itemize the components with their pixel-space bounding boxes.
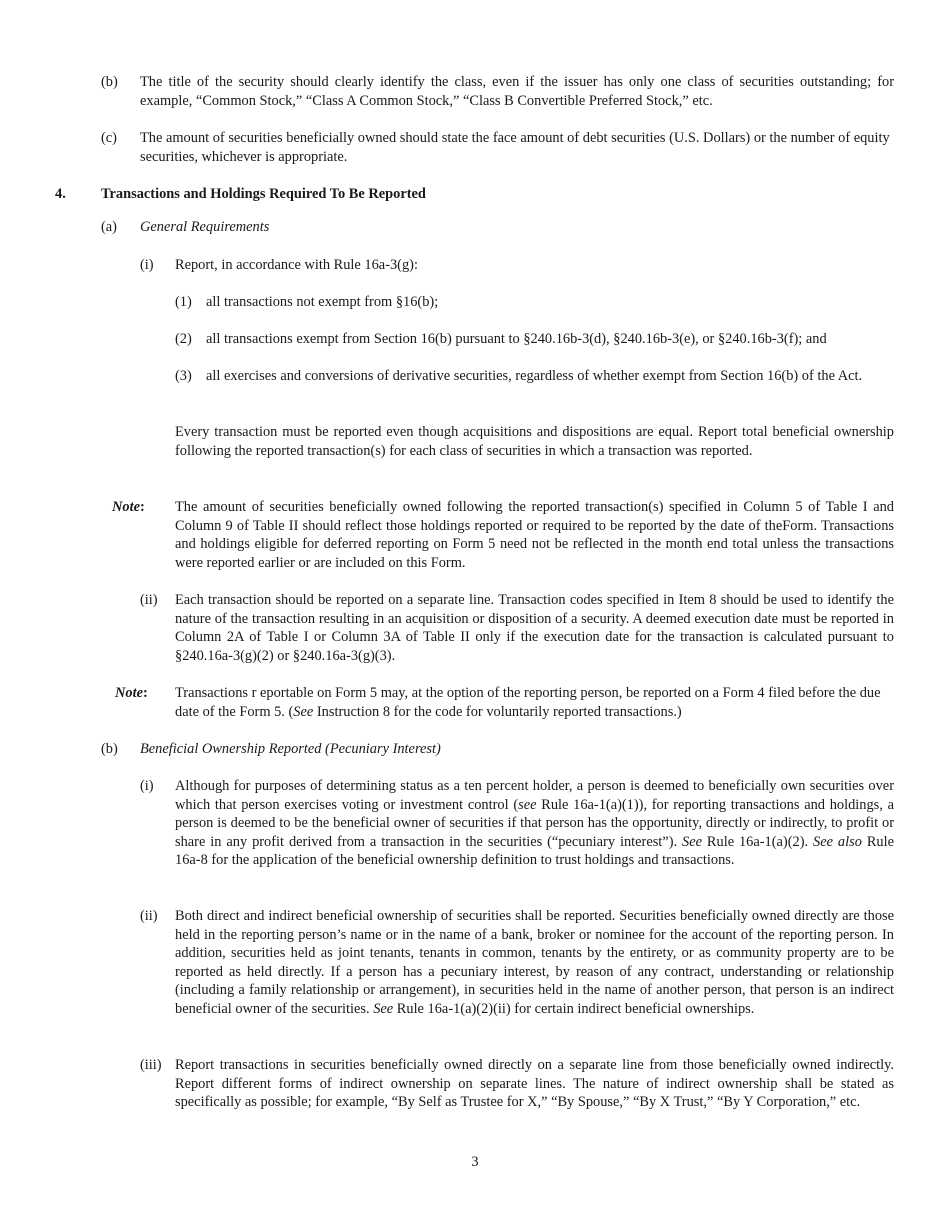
section-number: 4. [55,186,66,202]
section-title: Transactions and Holdings Required To Be Reported [101,186,426,202]
subsection-b-title: Beneficial Ownership Reported (Pecuniary Interest) [140,741,441,757]
paragraph-b-marker: (b) [101,74,118,90]
item-b-iii-text: Report transactions in securities beneficially owned directly on a separate line from those beneficially owned indirectly. Report different forms of indirect ownership on separate lines. The nature of indirect ownership shall be stated as specifically as possible; for example, “By Self as Trustee for X,” “By Spouse,” “By X Trust,” “By Y Corporation,” etc. [175,1057,894,1110]
page-number: 3 [471,1154,479,1170]
list-item-text: all transactions not exempt from §16(b); [206,294,439,310]
list-item-marker: (3) [175,368,192,384]
item-a-ii-marker: (ii) [140,592,158,608]
item-b-i-marker: (i) [140,778,154,794]
paragraph-c-text: The amount of securities beneficially owned should state the face amount of debt securities (U.S. Dollars) or the number of equity securities, whichever is appropriate. [140,130,890,165]
note-1-text: The amount of securities beneficially owned following the reported transaction(s) specified in Column 5 of Table I and Column 9 of Table II should reflect those holdings reported or required to be reported by the date of theForm. Transactions and holdings eligible for deferred reporting on Form 5 need not be reflected in the month end total unless the transactions were reported earlier or are included on this Form. [175,499,894,571]
paragraph-c-marker: (c) [101,130,117,146]
note-label: Note [115,685,143,701]
list-item-text: all transactions exempt from Section 16(b) pursuant to §240.16b-3(d), §240.16b-3(e), or §240.16b-3(f); and [206,331,827,347]
item-a-ii-text: Each transaction should be reported on a separate line. Transaction codes specified in Item 8 should be used to identify the nature of the transaction resulting in an acquisition or disposition of a security. A deemed execution date must be reported in Column 2A of Table I or Column 3A of Table II only if the execution date for the transaction is calculated pursuant to §240.16a-3(g)(2) or §240.16a-3(g)(3). [175,592,894,664]
list-item-marker: (2) [175,331,192,347]
item-b-i-text: Although for purposes of determining status as a ten percent holder, a person is deemed to beneficially own securities over which that person exercises voting or investment control (see Rule 16a-1(a)(1)), for reporting transactions and holdings, a person is deemed to be the beneficial owner of securities if that person has the opportunity, directly or indirectly, to profit or share in any profit derived from a transaction in the securities (“pecuniary interest”). See Rule 16a-1(a)(2). See also Rule 16a-8 for the application of the beneficial ownership definition to trust holdings and transactions. [175,778,894,868]
item-a-i-text: Report, in accordance with Rule 16a-3(g): [175,257,418,273]
subsection-a-marker: (a) [101,219,117,235]
every-transaction-paragraph: Every transaction must be reported even though acquisitions and dispositions are equal. Report total beneficial ownership following the reported transaction(s) for each class of securities in which a transaction was reported. [175,424,894,459]
paragraph-b-text: The title of the security should clearly identify the class, even if the issuer has only one class of securities outstanding; for example, “Common Stock,” “Class A Common Stock,” “Class B Convertible Preferred Stock,” etc. [140,74,894,109]
item-b-ii-marker: (ii) [140,908,158,924]
note-colon: : [139,499,145,515]
note-2-text: Transactions r eportable on Form 5 may, at the option of the reporting person, be reported on a Form 4 filed before the due date of the Form 5. (See Instruction 8 for the code for voluntarily reported transactions.) [175,685,881,720]
list-item-text: all exercises and conversions of derivative securities, regardless of whether exempt from Section 16(b) of the Act. [206,368,863,384]
subsection-b-marker: (b) [101,741,118,757]
note-colon: : [142,685,148,701]
item-b-ii-text: Both direct and indirect beneficial ownership of securities shall be reported. Securities beneficially owned directly are those held in the reporting person’s name or in the name of a bank, broker or nominee for the account of the reporting person. In addition, securities held as joint tenants, tenants in common, tenants by the entirety, or as community property are to be reported as held directly. If a person has a pecuniary interest, by reason of any contract, understanding or relationship (including a family relationship or arrangement), in securities held in the name of another person, that person is an indirect beneficial owner of the securities. See Rule 16a-1(a)(2)(ii) for certain indirect beneficial ownerships. [175,908,894,1017]
subsection-a-title: General Requirements [140,219,270,235]
note-label: Note [112,499,140,515]
list-item-marker: (1) [175,294,192,310]
item-a-i-marker: (i) [140,257,154,273]
item-b-iii-marker: (iii) [140,1057,162,1073]
